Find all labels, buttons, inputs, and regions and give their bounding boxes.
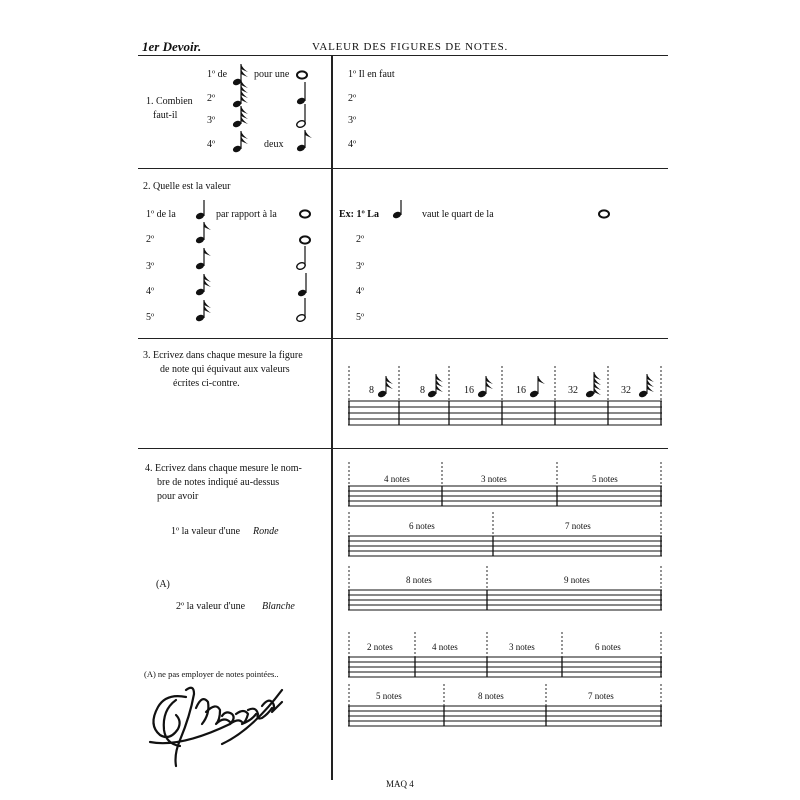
q1-question-line2: faut-il bbox=[153, 110, 178, 121]
q4-question-line2: bre de notes indiqué au-dessus bbox=[157, 477, 280, 488]
q4-question-line1: 4. Ecrivez dans chaque mesure le nom- bbox=[145, 463, 302, 474]
q3-question-line3: écrites ci-contre. bbox=[173, 378, 240, 389]
staff4-label-4: 6 notes bbox=[595, 642, 621, 652]
q2-example-prefix: Ex: 1º La bbox=[339, 209, 379, 220]
staff5-label-3: 7 notes bbox=[588, 691, 614, 701]
staff2-label-2: 7 notes bbox=[565, 521, 591, 531]
signature-icon bbox=[150, 688, 282, 766]
staff-3 bbox=[348, 566, 662, 610]
q2-answer-4: 4º bbox=[356, 286, 365, 297]
q2-row2-num: 2º bbox=[146, 234, 155, 245]
staff3-label-2: 9 notes bbox=[564, 575, 590, 585]
q4-ronde: Ronde bbox=[253, 526, 279, 537]
q4-ronde-prefix: 1º la valeur d'une bbox=[171, 526, 241, 537]
q3-note-6-icon bbox=[638, 374, 654, 398]
q1-answer-4: 4º bbox=[348, 139, 357, 150]
q1-answer-1: 1º Il en faut bbox=[348, 69, 395, 80]
staff-1 bbox=[348, 462, 662, 506]
q2-half-note-icon-2 bbox=[296, 298, 306, 323]
staff5-label-2: 8 notes bbox=[478, 691, 504, 701]
q3-note-4-icon bbox=[529, 376, 545, 398]
q3-measure-2-value: 8 bbox=[420, 385, 425, 396]
staff-4 bbox=[348, 632, 662, 677]
q1-answer-3: 3º bbox=[348, 115, 357, 126]
q2-quarter-note-icon bbox=[195, 200, 205, 220]
q1-row4-num: 4º bbox=[207, 139, 216, 150]
q2-row5-num: 5º bbox=[146, 312, 155, 323]
q4-blanche-prefix: 2º la valeur d'une bbox=[176, 601, 246, 612]
q2-half-note-icon bbox=[296, 246, 306, 271]
staff4-label-1: 2 notes bbox=[367, 642, 393, 652]
q3-measure-6-value: 32 bbox=[621, 385, 631, 396]
q3-measure-3-value: 16 bbox=[464, 385, 474, 396]
staff2-label-1: 6 notes bbox=[409, 521, 435, 531]
q3-measure-1-value: 8 bbox=[369, 385, 374, 396]
q1-sixteenth-note-icon-2 bbox=[232, 131, 248, 153]
q2-eighth-note-icon-2 bbox=[195, 248, 211, 270]
q1-question-line1: 1. Combien bbox=[146, 96, 193, 107]
q1-half-note-icon bbox=[296, 104, 306, 129]
q2-question: 2. Quelle est la valeur bbox=[143, 181, 231, 192]
staff4-label-2: 4 notes bbox=[432, 642, 458, 652]
footnote: (A) ne pas employer de notes pointées.. bbox=[144, 669, 279, 679]
q4-question-line3: pour avoir bbox=[157, 491, 199, 502]
staff-2 bbox=[348, 512, 662, 556]
q2-row1-num: 1º de la bbox=[146, 209, 176, 220]
q2-sixteenth-note-icon-2 bbox=[195, 300, 211, 322]
q3-note-3-icon bbox=[477, 376, 493, 398]
page-number: MAQ 4 bbox=[386, 779, 414, 789]
q1-row1-mid: pour une bbox=[254, 69, 290, 80]
q2-row4-num: 4º bbox=[146, 286, 155, 297]
q3-note-2-icon bbox=[427, 374, 443, 398]
q2-example-text: vaut le quart de la bbox=[422, 209, 494, 220]
q2-row3-num: 3º bbox=[146, 261, 155, 272]
q2-sixteenth-note-icon bbox=[195, 274, 211, 296]
q3-staff bbox=[348, 366, 662, 425]
q2-answer-5: 5º bbox=[356, 312, 365, 323]
q2-answer-2: 2º bbox=[356, 234, 365, 245]
staff1-label-3: 5 notes bbox=[592, 474, 618, 484]
q2-row1-mid: par rapport à la bbox=[216, 209, 277, 220]
q1-sixteenth-note-icon bbox=[232, 64, 248, 86]
q3-measure-4-value: 16 bbox=[516, 385, 526, 396]
q3-question-line2: de note qui équivaut aux valeurs bbox=[160, 364, 290, 375]
q3-question-line1: 3. Ecrivez dans chaque mesure la figure bbox=[143, 350, 303, 361]
q3-note-5-icon bbox=[585, 372, 601, 398]
q1-thirtysecond-note-icon bbox=[232, 106, 248, 128]
q1-row1-num: 1º de bbox=[207, 69, 228, 80]
staff1-label-1: 4 notes bbox=[384, 474, 410, 484]
q1-quarter-note-icon bbox=[296, 82, 306, 105]
devoir-label: 1er Devoir. bbox=[142, 39, 202, 54]
q2-whole-note-icon bbox=[300, 210, 310, 217]
q4-note-a: (A) bbox=[156, 579, 170, 590]
q3-note-1-icon bbox=[377, 376, 393, 398]
q2-quarter-note-icon-2 bbox=[297, 273, 307, 297]
staff1-label-2: 3 notes bbox=[481, 474, 507, 484]
q2-example-quarter-note-icon bbox=[392, 200, 402, 219]
q1-row3-num: 3º bbox=[207, 115, 216, 126]
q1-eighth-note-icon bbox=[296, 130, 312, 152]
staff3-label-1: 8 notes bbox=[406, 575, 432, 585]
q4-blanche: Blanche bbox=[262, 601, 295, 612]
q1-answer-2: 2º bbox=[348, 93, 357, 104]
q1-row2-num: 2º bbox=[207, 93, 216, 104]
q2-eighth-note-icon bbox=[195, 222, 211, 244]
q1-row4-mid: deux bbox=[264, 139, 284, 150]
q2-whole-note-icon-2 bbox=[300, 236, 310, 243]
staff5-label-1: 5 notes bbox=[376, 691, 402, 701]
page-title: VALEUR DES FIGURES DE NOTES. bbox=[312, 41, 509, 53]
q3-measure-5-value: 32 bbox=[568, 385, 578, 396]
staff4-label-3: 3 notes bbox=[509, 642, 535, 652]
q2-answer-3: 3º bbox=[356, 261, 365, 272]
staff-5 bbox=[348, 684, 662, 726]
q1-whole-note-icon bbox=[297, 71, 307, 78]
q2-example-whole-note-icon bbox=[599, 210, 609, 217]
